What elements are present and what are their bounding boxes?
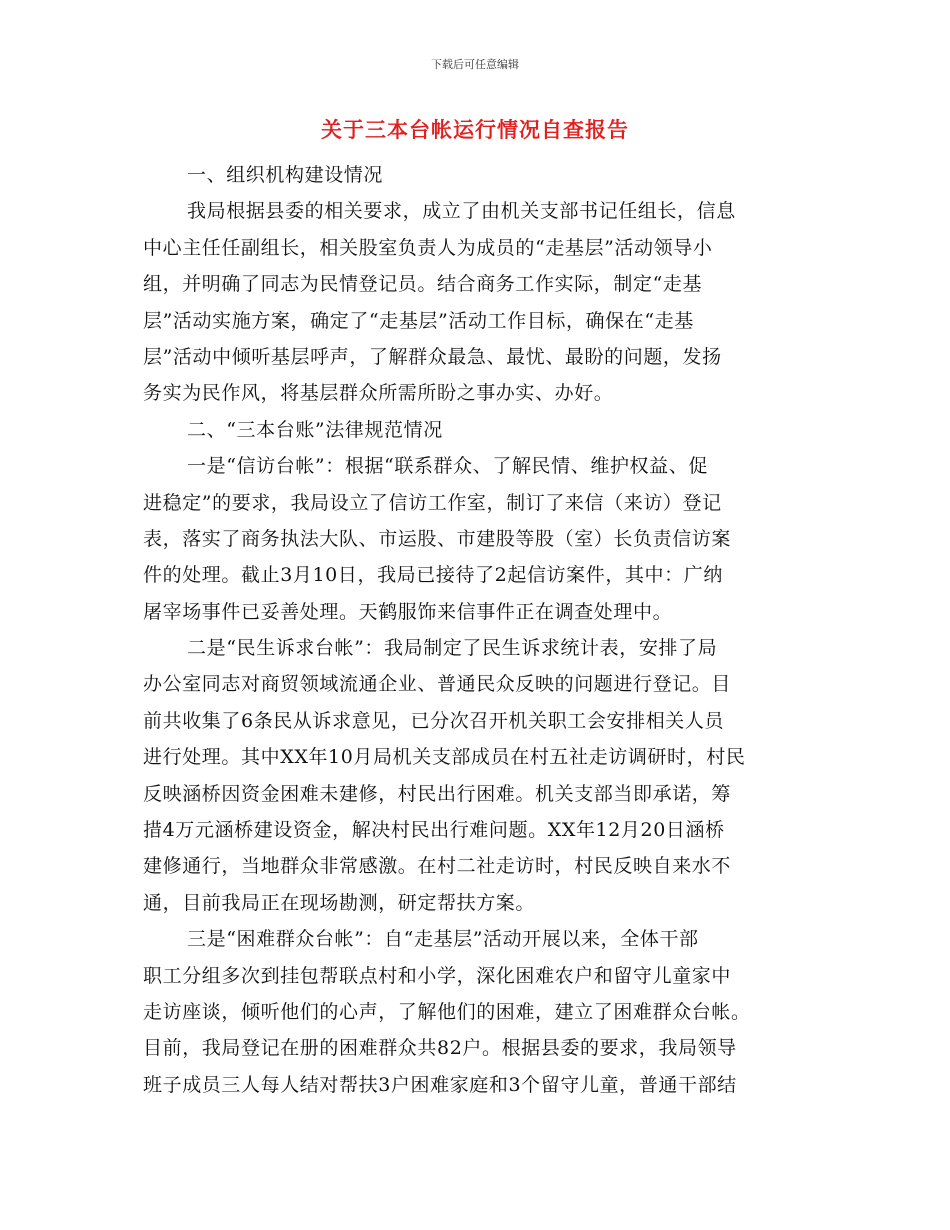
body-line: 二是“民生诉求台帐”：我局制定了民生诉求统计表，安排了局 — [187, 637, 718, 660]
body-line: 措4万元涵桥建设资金，解决村民出行难问题。XX年12月20日涵桥 — [143, 819, 725, 842]
body-line: 职工分组多次到挂包帮联点村和小学，深化困难农户和留守儿童家中 — [143, 964, 732, 987]
body-line: 三是“困难群众台帐”：自“走基层”活动开展以来，全体干部 — [187, 928, 699, 951]
body-line: 组，并明确了同志为民情登记员。结合商务工作实际，制定“走基 — [143, 273, 703, 296]
document-title: 关于三本台帐运行情况自查报告 — [321, 118, 629, 142]
body-line: 进行处理。其中XX年10月局机关支部成员在村五社走访调研时，村民 — [143, 746, 746, 769]
body-line: 通，目前我局正在现场勘测，研定帮扶方案。 — [143, 891, 536, 914]
body-line: 务实为民作风，将基层群众所需所盼之事办实、办好。 — [143, 382, 614, 405]
body-line: 我局根据县委的相关要求，成立了由机关支部书记任组长，信息 — [187, 200, 736, 223]
body-line: 二、“三本台账”法律规范情况 — [187, 418, 443, 441]
body-line: 屠宰场事件已妥善处理。天鹤服饰来信事件正在调查处理中。 — [143, 600, 673, 623]
body-line: 进稳定”的要求，我局设立了信访工作室，制订了来信（来访）登记 — [143, 491, 722, 514]
body-line: 层”活动中倾听基层呼声，了解群众最急、最忧、最盼的问题，发扬 — [143, 345, 722, 368]
body-line: 反映涵桥因资金困难未建修，村民出行困难。机关支部当即承诺，筹 — [143, 782, 732, 805]
body-line: 表，落实了商务执法大队、市运股、市建股等股（室）长负责信访案 — [143, 527, 732, 550]
body-line: 办公室同志对商贸领域流通企业、普通民众反映的问题进行登记。目 — [143, 673, 732, 696]
body-line: 前共收集了6条民从诉求意见，已分次召开机关职工会安排相关人员 — [143, 709, 725, 732]
body-line: 班子成员三人每人结对帮扶3户困难家庭和3个留守儿童，普通干部结 — [143, 1073, 737, 1096]
body-line: 建修通行，当地群众非常感激。在村二社走访时，村民反映自来水不 — [143, 855, 732, 878]
header-note: 下载后可任意编辑 — [431, 58, 519, 71]
body-line: 走访座谈，倾听他们的心声，了解他们的困难，建立了困难群众台帐。 — [143, 1000, 751, 1023]
body-line: 层”活动实施方案，确定了“走基层”活动工作目标，确保在“走基 — [143, 309, 694, 332]
body-line: 中心主任任副组长，相关股室负责人为成员的“走基层”活动领导小 — [143, 236, 713, 259]
body-line: 件的处理。截止3月10日，我局已接待了2起信访案件，其中：广纳 — [143, 564, 723, 587]
body-line: 一、组织机构建设情况 — [187, 164, 384, 186]
body-line: 一是“信访台帐”：根据“联系群众、了解民情、维护权益、促 — [187, 455, 708, 478]
body-line: 目前，我局登记在册的困难群众共82户。根据县委的要求，我局领导 — [143, 1037, 737, 1060]
document-body — [143, 157, 811, 1103]
